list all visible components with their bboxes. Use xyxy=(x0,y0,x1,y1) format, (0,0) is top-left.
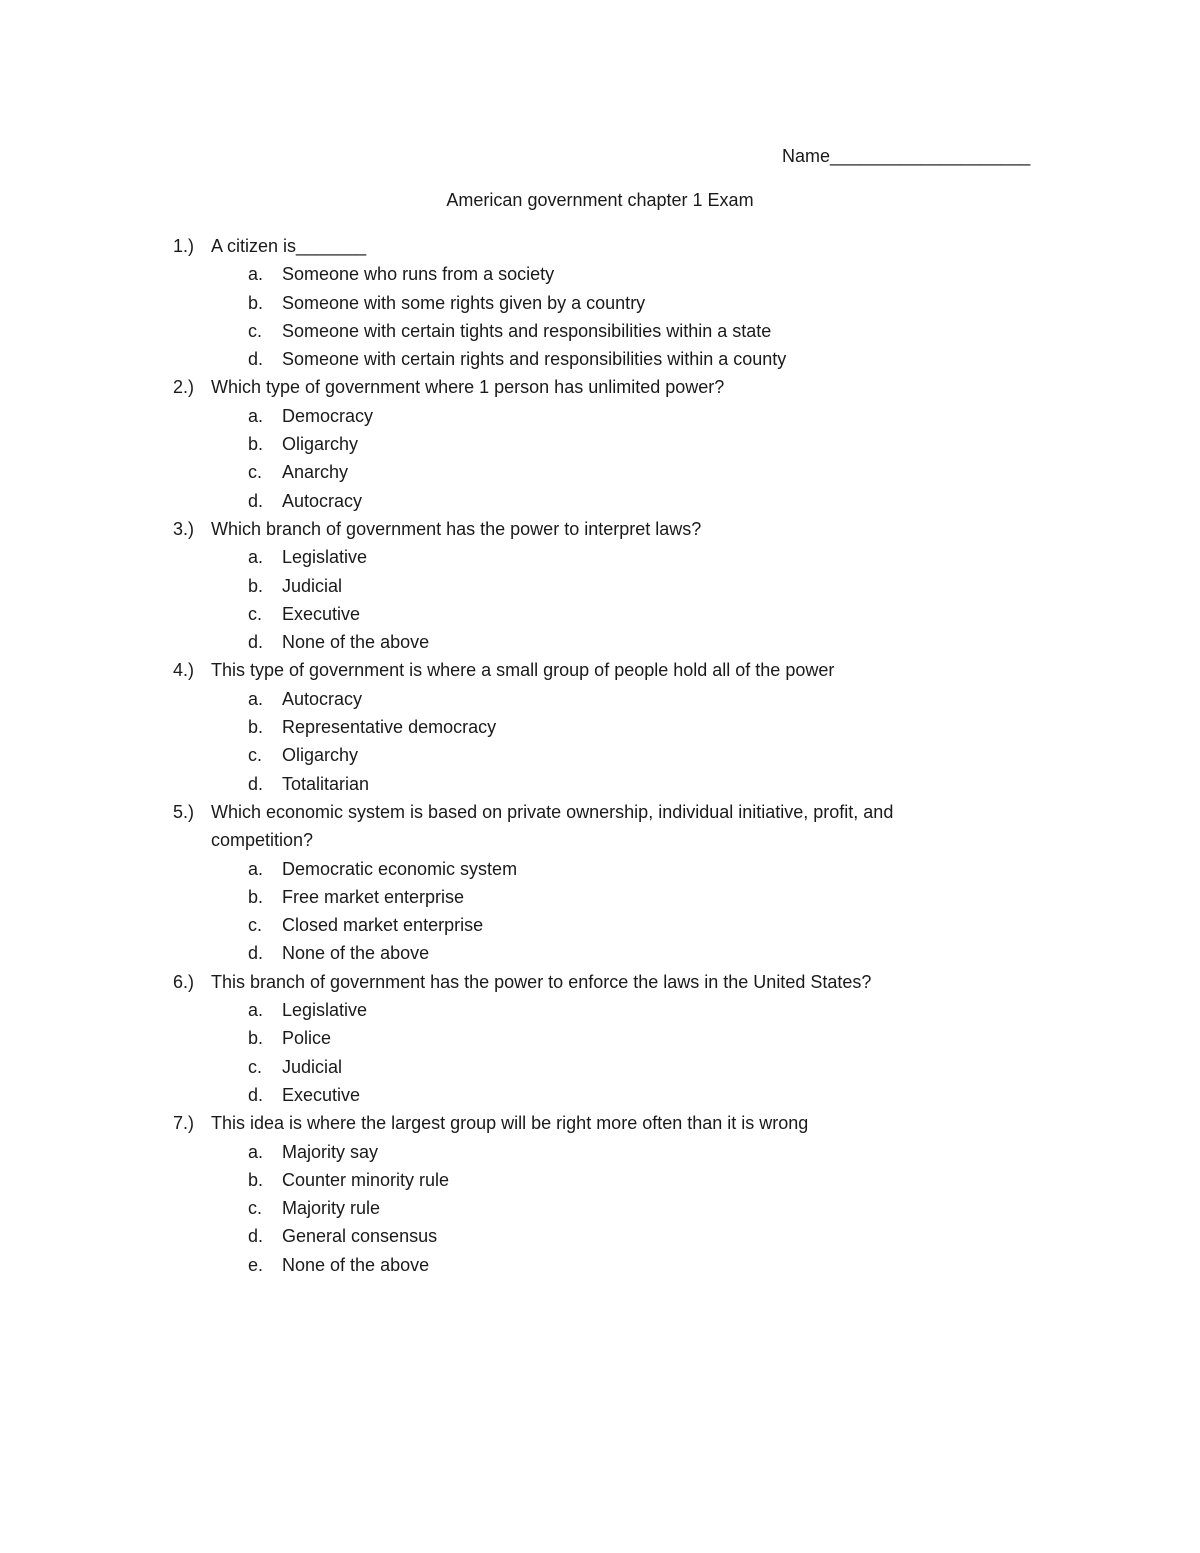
option-letter: b. xyxy=(248,434,264,455)
option-letter: d. xyxy=(248,349,264,370)
option-letter: c. xyxy=(248,1056,263,1077)
answer-option xyxy=(248,317,993,345)
question-5 xyxy=(173,798,993,968)
answer-option xyxy=(248,1053,993,1081)
question-number: 1.) xyxy=(173,236,195,256)
answer-options xyxy=(248,855,993,968)
answer-option xyxy=(248,600,993,628)
option-text: Autocracy xyxy=(282,490,363,511)
option-text: Executive xyxy=(282,603,361,624)
answer-option xyxy=(248,430,993,458)
option-letter: b. xyxy=(248,575,264,596)
option-letter: d. xyxy=(248,1226,264,1247)
option-letter: d. xyxy=(248,773,264,794)
option-letter: a. xyxy=(248,405,264,426)
option-letter: b. xyxy=(248,1169,264,1190)
answer-option xyxy=(248,713,993,741)
answer-option xyxy=(248,458,993,486)
question-6 xyxy=(173,968,993,1109)
question-list xyxy=(173,232,993,1279)
answer-option xyxy=(248,1194,993,1222)
answer-option xyxy=(248,345,993,373)
question-row xyxy=(173,232,993,260)
option-letter: c. xyxy=(248,915,263,936)
option-text: Someone with certain tights and responsibilities within a state xyxy=(282,320,772,341)
option-text: Democracy xyxy=(282,405,374,426)
option-text: Free market enterprise xyxy=(282,886,465,907)
option-text: Majority rule xyxy=(282,1198,381,1219)
question-number: 3.) xyxy=(173,518,195,539)
option-letter: a. xyxy=(248,1141,264,1162)
question-text: Which economic system is based on private ownership, individual initiative, profit, and competition? xyxy=(211,801,894,851)
question-text: This idea is where the largest group will be right more often than it is wrong xyxy=(211,1113,809,1134)
answer-option xyxy=(248,855,993,883)
answer-option xyxy=(248,685,993,713)
question-row xyxy=(173,373,993,401)
answer-option xyxy=(248,939,993,967)
answer-option xyxy=(248,487,993,515)
question-text: This type of government is where a small group of people hold all of the power xyxy=(211,660,835,681)
answer-options xyxy=(248,543,993,656)
option-text: Totalitarian xyxy=(282,773,370,794)
question-row xyxy=(173,656,993,684)
question-row xyxy=(173,1109,993,1137)
option-letter: a. xyxy=(248,547,264,568)
option-text: Oligarchy xyxy=(282,434,359,455)
option-text: Someone with certain rights and responsibilities within a county xyxy=(282,349,787,370)
question-row xyxy=(173,968,993,996)
answer-option xyxy=(248,402,993,430)
option-letter: a. xyxy=(248,688,264,709)
question-2 xyxy=(173,373,993,514)
question-number: 7.) xyxy=(173,1113,195,1134)
option-text: Majority say xyxy=(282,1141,379,1162)
option-text: Legislative xyxy=(282,1000,368,1021)
question-text: This branch of government has the power to enforce the laws in the United States? xyxy=(211,971,872,992)
answer-option xyxy=(248,628,993,656)
question-3 xyxy=(173,515,993,656)
answer-option xyxy=(248,572,993,600)
option-text: Police xyxy=(282,1028,332,1049)
option-text: Oligarchy xyxy=(282,745,359,766)
option-text: Someone with some rights given by a country xyxy=(282,292,646,313)
answer-option xyxy=(248,1166,993,1194)
answer-option xyxy=(248,260,993,288)
answer-options xyxy=(248,1138,993,1279)
answer-option xyxy=(248,1251,993,1279)
option-letter: d. xyxy=(248,632,264,653)
question-row xyxy=(173,515,993,543)
question-number: 6.) xyxy=(173,971,195,992)
answer-option xyxy=(248,911,993,939)
answer-options xyxy=(248,260,993,373)
option-letter: d. xyxy=(248,943,264,964)
option-letter: a. xyxy=(248,1000,264,1021)
option-text: Democratic economic system xyxy=(282,858,518,879)
answer-option xyxy=(248,1081,993,1109)
option-text: Judicial xyxy=(282,1056,343,1077)
exam-title: American government chapter 1 Exam xyxy=(446,190,754,210)
question-number: 2.) xyxy=(173,377,195,398)
option-text: Legislative xyxy=(282,547,368,568)
name-field-line: Name____________________ xyxy=(782,146,1031,166)
option-text: Representative democracy xyxy=(282,717,497,738)
answer-option xyxy=(248,741,993,769)
question-text: Which type of government where 1 person has unlimited power? xyxy=(211,377,725,398)
question-text: Which branch of government has the power to interpret laws? xyxy=(211,518,702,539)
option-text: Closed market enterprise xyxy=(282,915,484,936)
option-letter: c. xyxy=(248,320,263,341)
option-text: None of the above xyxy=(282,943,430,964)
answer-option xyxy=(248,543,993,571)
question-1 xyxy=(173,232,993,373)
question-7 xyxy=(173,1109,993,1279)
option-letter: a. xyxy=(248,858,264,879)
answer-option xyxy=(248,770,993,798)
answer-options xyxy=(248,996,993,1109)
option-letter: b. xyxy=(248,886,264,907)
answer-option xyxy=(248,996,993,1024)
option-text: None of the above xyxy=(282,1254,430,1275)
option-letter: a. xyxy=(248,264,264,285)
option-letter: c. xyxy=(248,462,263,483)
option-letter: d. xyxy=(248,490,264,511)
option-text: Executive xyxy=(282,1084,361,1105)
option-letter: d. xyxy=(248,1084,264,1105)
option-letter: c. xyxy=(248,603,263,624)
answer-option xyxy=(248,1138,993,1166)
question-row xyxy=(173,798,993,855)
option-text: Autocracy xyxy=(282,688,363,709)
option-text: None of the above xyxy=(282,632,430,653)
question-text: A citizen is_______ xyxy=(211,236,367,256)
option-text: General consensus xyxy=(282,1226,438,1247)
option-text: Counter minority rule xyxy=(282,1169,450,1190)
answer-options xyxy=(248,402,993,515)
answer-options xyxy=(248,685,993,798)
option-text: Anarchy xyxy=(282,462,349,483)
option-text: Judicial xyxy=(282,575,343,596)
option-letter: b. xyxy=(248,1028,264,1049)
option-letter: b. xyxy=(248,292,264,313)
option-text: Someone who runs from a society xyxy=(282,264,555,285)
answer-option xyxy=(248,883,993,911)
option-letter: b. xyxy=(248,717,264,738)
answer-option xyxy=(248,1222,993,1250)
question-number: 4.) xyxy=(173,660,195,681)
question-number: 5.) xyxy=(173,801,195,822)
option-letter: c. xyxy=(248,1198,263,1219)
option-letter: e. xyxy=(248,1254,264,1275)
option-letter: c. xyxy=(248,745,263,766)
answer-option xyxy=(248,289,993,317)
answer-option xyxy=(248,1024,993,1052)
question-4 xyxy=(173,656,993,797)
